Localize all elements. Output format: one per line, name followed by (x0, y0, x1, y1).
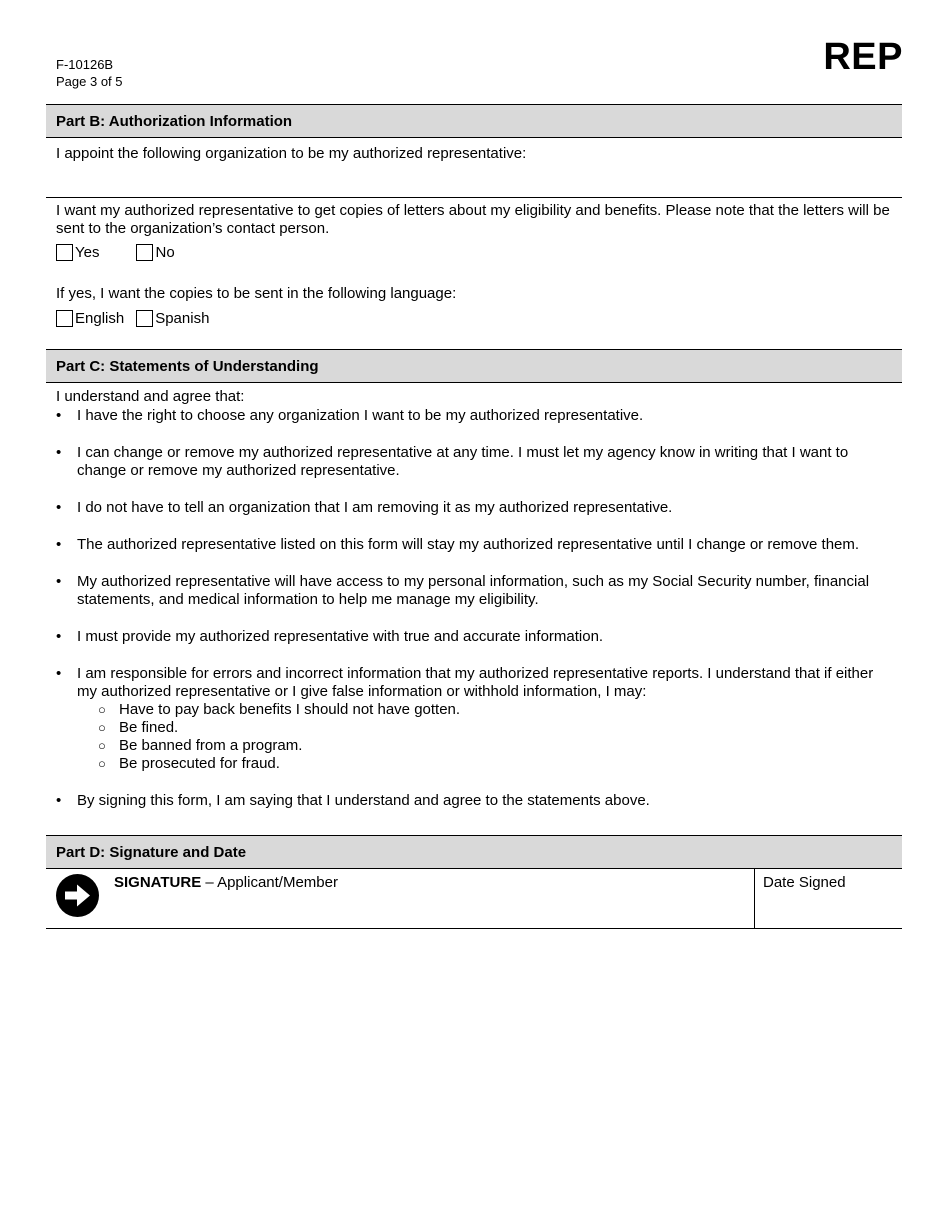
bullet-icon: • (56, 665, 62, 682)
list-item (56, 499, 892, 517)
signature-field[interactable] (114, 874, 338, 891)
list-item (56, 444, 892, 480)
no-label: No (155, 243, 175, 261)
page-number: Page 3 of 5 (56, 74, 123, 89)
list-item-text: The authorized representative listed on this form will stay my authorized representative until I change or remove them. (77, 536, 860, 553)
part-d-heading: Part D: Signature and Date (46, 835, 902, 869)
statements-list (56, 388, 892, 829)
signature-row (46, 869, 902, 929)
list-item-text: I do not have to tell an organization that I am removing it as my authorized representative. (77, 499, 673, 516)
date-signed-field[interactable] (754, 869, 902, 928)
english-checkbox[interactable] (56, 310, 73, 327)
bullet-icon: • (56, 407, 62, 424)
copies-text: I want my authorized representative to get copies of letters about my eligibility and benefits. Please note that the letters will be sent to the organization’s contact person. (56, 202, 890, 237)
arrow-right-icon (56, 874, 99, 917)
list-item (56, 792, 892, 810)
signature-sublabel: – Applicant/Member (201, 874, 338, 891)
list-item-text: I can change or remove my authorized representative at any time. I must let my agency know in writing that I want to change or remove my authorized representative. (77, 444, 849, 479)
organization-field[interactable] (56, 167, 892, 195)
sub-list-item-text: Be banned from a program. (119, 737, 303, 754)
form-number: F-10126B (56, 57, 114, 72)
bullet-icon: • (56, 499, 62, 516)
form-title: REP (823, 36, 903, 78)
sub-list-item-text: Be fined. (119, 719, 179, 736)
list-item-text: By signing this form, I am saying that I understand and agree to the statements above. (77, 792, 650, 809)
no-checkbox[interactable] (136, 244, 153, 261)
language-text: If yes, I want the copies to be sent in the following language: (56, 285, 457, 302)
bullet-icon: • (56, 792, 62, 809)
appoint-text: I appoint the following organization to be my authorized representative: (56, 145, 527, 162)
sub-list-item (77, 755, 892, 773)
english-option (56, 310, 124, 327)
yes-checkbox[interactable] (56, 244, 73, 261)
sub-list-item (77, 719, 892, 737)
sub-list-item (77, 701, 892, 719)
no-option (136, 244, 174, 261)
list-item-text: I am responsible for errors and incorrect information that my authorized representative reports. I understand that if either my authorized representative or I give false information or withhold information, I may: (77, 665, 874, 700)
statements-intro: I understand and agree that: (56, 388, 245, 405)
date-signed-label: Date Signed (763, 874, 846, 891)
list-item (56, 628, 892, 646)
bullet-icon: • (56, 573, 62, 590)
list-item (56, 407, 892, 425)
divider (46, 197, 902, 198)
bullet-icon: • (56, 628, 62, 645)
spanish-label: Spanish (155, 309, 210, 327)
circle-bullet-icon: ○ (98, 756, 106, 771)
form-id (56, 56, 123, 90)
yes-option (56, 244, 99, 261)
english-label: English (75, 309, 125, 327)
circle-bullet-icon: ○ (98, 702, 106, 717)
sub-list-item (77, 737, 892, 755)
yes-label: Yes (75, 243, 100, 261)
part-c-heading: Part C: Statements of Understanding (46, 349, 902, 383)
list-item (56, 536, 892, 554)
bullet-icon: • (56, 444, 62, 461)
spanish-checkbox[interactable] (136, 310, 153, 327)
signature-label: SIGNATURE (114, 874, 202, 891)
list-item (56, 573, 892, 609)
language-choice (56, 308, 209, 328)
part-b-heading: Part B: Authorization Information (46, 104, 902, 138)
spanish-option (136, 310, 209, 327)
copies-choice (56, 242, 175, 262)
list-item-text: I must provide my authorized representative with true and accurate information. (77, 628, 604, 645)
list-item-text: My authorized representative will have access to my personal information, such as my Social Security number, financial statements, and medical information to help me manage my eligibility. (77, 573, 870, 608)
sub-list-item-text: Be prosecuted for fraud. (119, 755, 280, 772)
circle-bullet-icon: ○ (98, 738, 106, 753)
circle-bullet-icon: ○ (98, 720, 106, 735)
bullet-icon: • (56, 536, 62, 553)
sub-list-item-text: Have to pay back benefits I should not have gotten. (119, 701, 461, 718)
list-item-text: I have the right to choose any organization I want to be my authorized representative. (77, 407, 644, 424)
list-item (56, 665, 892, 773)
